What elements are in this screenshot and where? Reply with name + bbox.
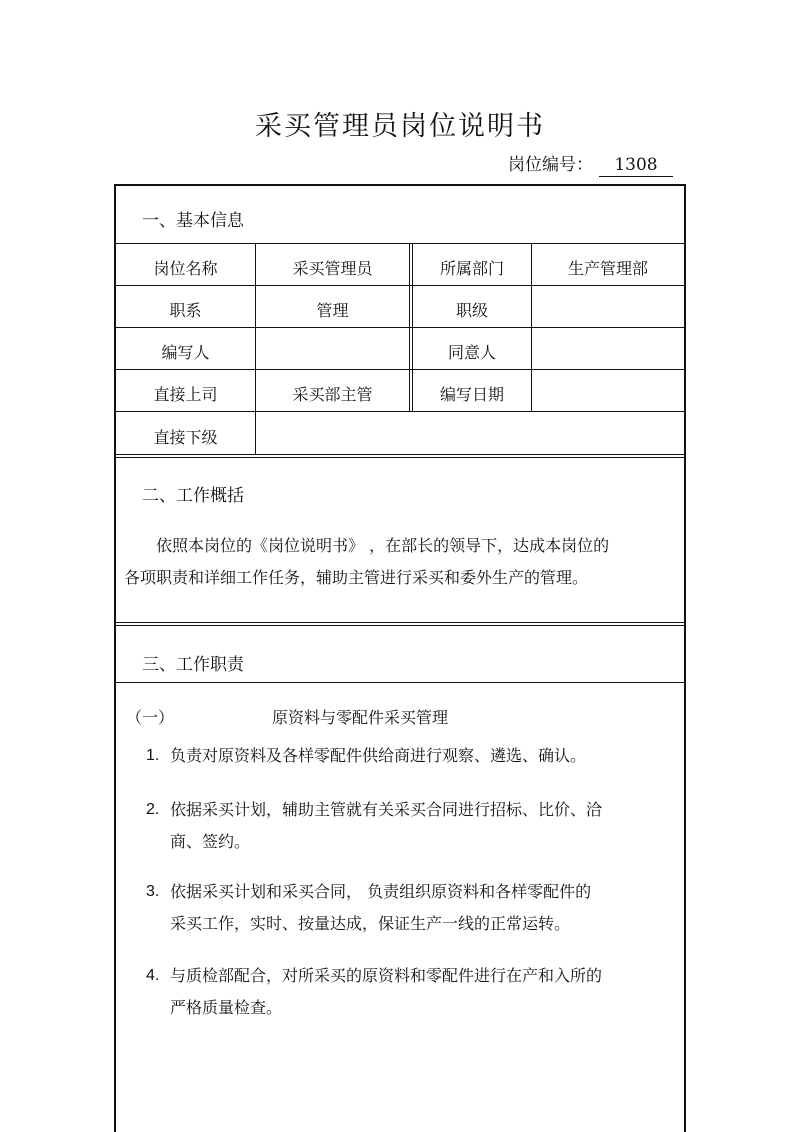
section-work-summary-title: 二、工作概括 — [142, 486, 244, 506]
label-job-family: 职系 — [169, 301, 202, 320]
value-supervisor: 采买部主管 — [292, 385, 373, 404]
label-position-name: 岗位名称 — [153, 259, 218, 278]
duty-number: 1. — [146, 747, 160, 764]
label-approver: 同意人 — [447, 343, 496, 362]
duty-text-continued: 商、签约。 — [170, 832, 251, 851]
position-code — [508, 150, 673, 177]
label-author: 编写人 — [161, 343, 210, 362]
duty-item — [146, 876, 666, 940]
column-divider — [409, 243, 410, 411]
duty-item — [146, 740, 666, 772]
section-divider — [116, 454, 684, 458]
divider — [116, 369, 684, 370]
label-job-level: 职级 — [455, 301, 488, 320]
duty-text: 依据采买计划，辅助主管就有关采买合同进行招标、比价、洽 — [170, 800, 603, 819]
position-code-value: 1308 — [599, 155, 673, 177]
section-divider — [116, 622, 684, 626]
duty-text-continued: 采买工作，实时、按量达成，保证生产一线的正常运转。 — [170, 914, 571, 933]
subsection-title: 原资料与零配件采买管理 — [272, 708, 449, 727]
duty-text: 与质检部配合，对所采买的原资料和零配件进行在产和入所的 — [170, 966, 603, 985]
duty-text: 负责对原资料及各样零配件供给商进行观察、遴选、确认。 — [170, 746, 587, 765]
section-basic-info-title: 一、基本信息 — [142, 211, 244, 231]
work-summary-line-2: 各项职责和详细工作任务，辅助主管进行采买和委外生产的管理。 — [124, 568, 589, 587]
duty-item — [146, 794, 666, 858]
label-date: 编写日期 — [439, 385, 504, 404]
duty-text: 依据采买计划和采买合同， 负责组织原资料和各样零配件的 — [170, 882, 592, 901]
value-department: 生产管理部 — [567, 259, 648, 278]
duty-number: 2. — [146, 801, 160, 818]
subsection-label: （一） — [126, 708, 175, 727]
value-position-name: 采买管理员 — [292, 259, 373, 278]
label-subordinate: 直接下级 — [153, 428, 218, 447]
value-job-family: 管理 — [316, 301, 349, 320]
duty-text-continued: 严格质量检查。 — [170, 998, 283, 1017]
job-description-form — [114, 184, 686, 1132]
document-title: 采买管理员岗位说明书 — [255, 111, 545, 142]
divider — [116, 243, 684, 244]
duty-number: 4. — [146, 967, 160, 984]
duty-number: 3. — [146, 883, 160, 900]
position-code-label: 岗位编号： — [508, 155, 593, 175]
label-supervisor: 直接上司 — [153, 385, 218, 404]
divider — [116, 327, 684, 328]
work-summary-line-1: 依照本岗位的《岗位说明书》 ，在部长的领导下，达成本岗位的 — [156, 536, 610, 555]
divider — [116, 411, 684, 412]
divider — [116, 285, 684, 286]
section-duties-title: 三、工作职责 — [142, 655, 244, 675]
divider — [116, 682, 684, 683]
duty-item — [146, 960, 666, 1024]
label-department: 所属部门 — [439, 259, 504, 278]
